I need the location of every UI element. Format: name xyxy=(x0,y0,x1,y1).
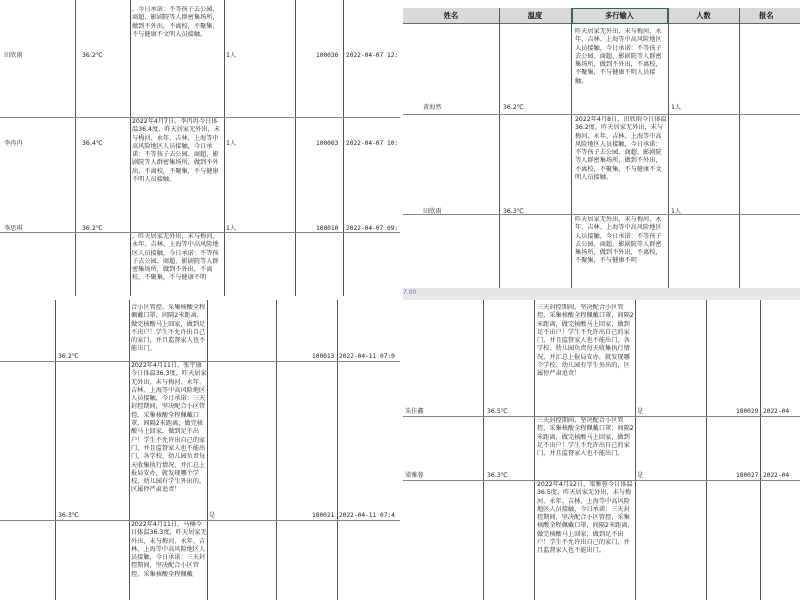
screenshot-panel-1 xyxy=(0,0,403,296)
grid-col-line xyxy=(534,300,535,600)
count-cell[interactable]: 1人 xyxy=(226,52,237,59)
name-cell[interactable]: 李思琪 xyxy=(4,225,23,232)
multiline-cell[interactable]: 2022年4月11日，张宇康今日体温36.3度，昨天居家无外出，未与梅河、永年、吉林、上海等中高风险地区人员接触，今日承诺：三天封控期间，坚决配合小区管控，采集核酸全程佩戴口罩，间隔2米距离，做完核酸马上回家，做到足不出户！学生不允许出自己的家门，并且监督家人也不能出门，各学校、幼儿园负责每天收集执行情况，并汇总上报局安办，就发现哪个学校、幼儿园有学生外出的，区属停严肃追责！ xyxy=(131,362,207,494)
temp-cell[interactable]: 36.4℃ xyxy=(82,140,103,147)
temp-cell[interactable]: 36.2℃ xyxy=(82,52,103,59)
grid-col-line xyxy=(571,8,572,288)
grid-col-line xyxy=(760,300,761,600)
grid-col-line xyxy=(706,300,707,600)
time-cell[interactable]: 2022-04 xyxy=(763,408,790,415)
header-count[interactable]: 人数 xyxy=(696,11,711,20)
status-text: 7.00 xyxy=(403,289,417,296)
id-cell[interactable]: 100003 xyxy=(316,140,339,147)
multiline-cell[interactable]: 三天封控期间，坚决配合小区管控，采集核酸全程佩戴口罩，间隔2米距离，做完核酸马上回家，做到足不出户！学生不允许出自己的家门，并且监督家人也不能出门。 xyxy=(537,417,634,458)
temp-cell[interactable]: 36.3℃ xyxy=(58,512,79,519)
multiline-cell[interactable]: ，昨天居家无外出，未与梅河、永年、吉林、上海等中高风险地区人员接触，今日承诺：不等孩子去公园、商超、影剧院等人群密集场所，做到不外出，不离校，不聚集，不与健康不明 xyxy=(132,233,219,282)
flag-cell[interactable]: 是 xyxy=(209,512,216,519)
multiline-cell[interactable]: 合小区管控、采集核酸全程佩戴口罩，间隔2米距离，做完核酸马上回家，做到足不出户！学生不允许出自己的家门，并且监督家人也不能出门。 xyxy=(131,304,206,353)
grid-col-line xyxy=(483,300,484,600)
grid-col-line xyxy=(739,8,740,288)
grid-col-line xyxy=(295,0,296,296)
grid-col-line xyxy=(635,300,636,600)
panel-divider-vertical xyxy=(400,0,403,600)
count-cell[interactable]: 1人 xyxy=(671,104,682,111)
header-signup[interactable]: 报名 xyxy=(759,11,774,20)
id-cell[interactable]: 100036 xyxy=(316,52,339,59)
temp-cell[interactable]: 36.2℃ xyxy=(82,225,103,232)
name-cell[interactable]: 李冉冉 xyxy=(4,140,23,147)
grid-col-line xyxy=(343,0,344,296)
count-cell[interactable]: 1人 xyxy=(226,225,237,232)
multiline-cell[interactable]: ，今日承诺：不等孩子去公园、商超、影剧院等人群密集场所，做到不外出，不离校，不聚集，不与健康不文明人员接触。 xyxy=(132,6,219,38)
id-cell[interactable]: 100021 xyxy=(312,512,335,519)
multiline-cell[interactable]: 三天封控期间，坚决配合小区管控，采集核酸全程佩戴口罩，间隔2米距离，做完核酸马上回家，做到足不出户！学生不允许出自己的家门，并且监督家人也不能出门，各学校、幼儿园负责每天收集执行情况，并汇总上报局安办，就发现哪个学校、幼儿园有学生外出的，区属停严肃追责！ xyxy=(537,304,634,378)
grid-col-line xyxy=(668,8,669,288)
count-cell[interactable]: 1人 xyxy=(226,140,237,147)
multiline-cell[interactable]: 2022年4月12日，梁雅蓉今日体温36.5度，昨天居家无外出，未与梅河、永年、吉林、上海等中高风险地区人员接触，今日承诺：三天封控期间，坚决配合小区管控，采集核酸全程佩戴口罩，间隔2米距离，做完核酸马上回家，做到足不出户！学生不允许出自己的家门，并且监督家人也不能出门。 xyxy=(537,481,634,555)
id-cell[interactable]: 100029 xyxy=(736,408,759,415)
time-cell[interactable]: 2022-04-07 09: xyxy=(346,225,399,232)
grid-row-line xyxy=(403,114,800,115)
grid-col-line xyxy=(129,300,130,600)
grid-col-line xyxy=(224,0,225,296)
header-multiline[interactable]: 多行输入 xyxy=(605,11,634,20)
flag-cell[interactable]: 是 xyxy=(637,408,644,415)
id-cell[interactable]: 100010 xyxy=(316,225,339,232)
screenshot-panel-2 xyxy=(403,0,800,288)
grid-col-line xyxy=(207,300,208,600)
temp-cell[interactable]: 36.2℃ xyxy=(58,353,79,360)
grid-col-line xyxy=(337,300,338,600)
temp-cell[interactable]: 36.3℃ xyxy=(503,208,524,215)
grid-col-line xyxy=(55,300,56,600)
temp-cell[interactable]: 36.5℃ xyxy=(487,408,508,415)
multiline-cell[interactable]: 2022年4月11日，马楠今日体温36.3度，昨天居家无外出，未与梅河、永年、吉林、上海等中高风险地区人员接触，今日承诺：三天封控期间，坚决配合小区管控，采集核酸全程佩戴 xyxy=(131,521,207,578)
time-cell[interactable]: 2022-04-07 12: xyxy=(346,52,399,59)
id-cell[interactable]: 100027 xyxy=(736,472,759,479)
status-strip xyxy=(403,288,800,300)
time-cell[interactable]: 2022-04-11 07:0 xyxy=(339,353,395,360)
grid-col-line xyxy=(75,0,76,296)
multiline-cell[interactable]: 2022年4月7日，李冉冉今日体温36.4度，昨天居家无外出，未与梅河、永年、吉林、上海等中高风险地区人员接触，今日承诺：不等孩子去公园、商超、影剧院等人群密集场所，做到不外出，不离校，不聚集，不与健康不明人员接触。 xyxy=(132,118,221,184)
header-name[interactable]: 姓名 xyxy=(443,11,459,20)
grid-row-line xyxy=(403,214,800,215)
count-cell[interactable]: 1人 xyxy=(671,208,682,215)
multiline-cell[interactable]: 昨天居家无外出，未与梅河、永年、吉林、上海等中高风险地区人员接触，今日承诺：不等孩子去公园、商超、影剧院等人群密集场所，做到不外出，不离校，不聚集，不与健康不明人员接触。 xyxy=(575,28,662,85)
grid-col-line xyxy=(276,300,277,600)
temp-cell[interactable]: 36.3℃ xyxy=(487,472,508,479)
multiline-cell[interactable]: 2022年4月8日，田欣雨今日体温36.2度，昨天居家无外出，未与梅河、永年、吉林、上海等中高风险地区人员接触，今日承诺：不等孩子去公园、商超、影剧院等人群密集场所，做到不外出，不离校，不聚集，不与健康不文明人员接触。 xyxy=(575,116,667,182)
name-cell[interactable]: 梁雅蓉 xyxy=(405,472,424,479)
time-cell[interactable]: 2022-04 xyxy=(763,472,790,479)
name-cell[interactable]: 田欣雨 xyxy=(423,208,442,215)
time-cell[interactable]: 2022-04-07 10: xyxy=(346,140,399,147)
name-cell[interactable]: 朱佳鑫 xyxy=(405,408,424,415)
id-cell[interactable]: 100013 xyxy=(312,353,335,360)
flag-cell[interactable]: 是 xyxy=(637,472,644,479)
name-cell[interactable]: 黄海然 xyxy=(423,104,442,111)
screenshot-panel-3 xyxy=(0,300,400,600)
temp-cell[interactable]: 36.2℃ xyxy=(503,104,524,111)
grid-col-line xyxy=(130,0,131,296)
grid-col-line xyxy=(499,8,500,288)
screenshot-panel-4 xyxy=(403,300,800,600)
name-cell[interactable]: 田欣雨 xyxy=(4,52,23,59)
header-temp[interactable]: 温度 xyxy=(527,11,543,20)
multiline-cell[interactable]: 昨天居家无外出，未与梅河、永年、吉林、上海等中高风险地区人员接触，今日承诺：不等孩子去公园、商超、影剧院等人群密集场所，做到不外出，不离校，不聚集，不与健康不明 xyxy=(575,216,662,265)
time-cell[interactable]: 2022-04-11 07:4 xyxy=(339,512,395,519)
